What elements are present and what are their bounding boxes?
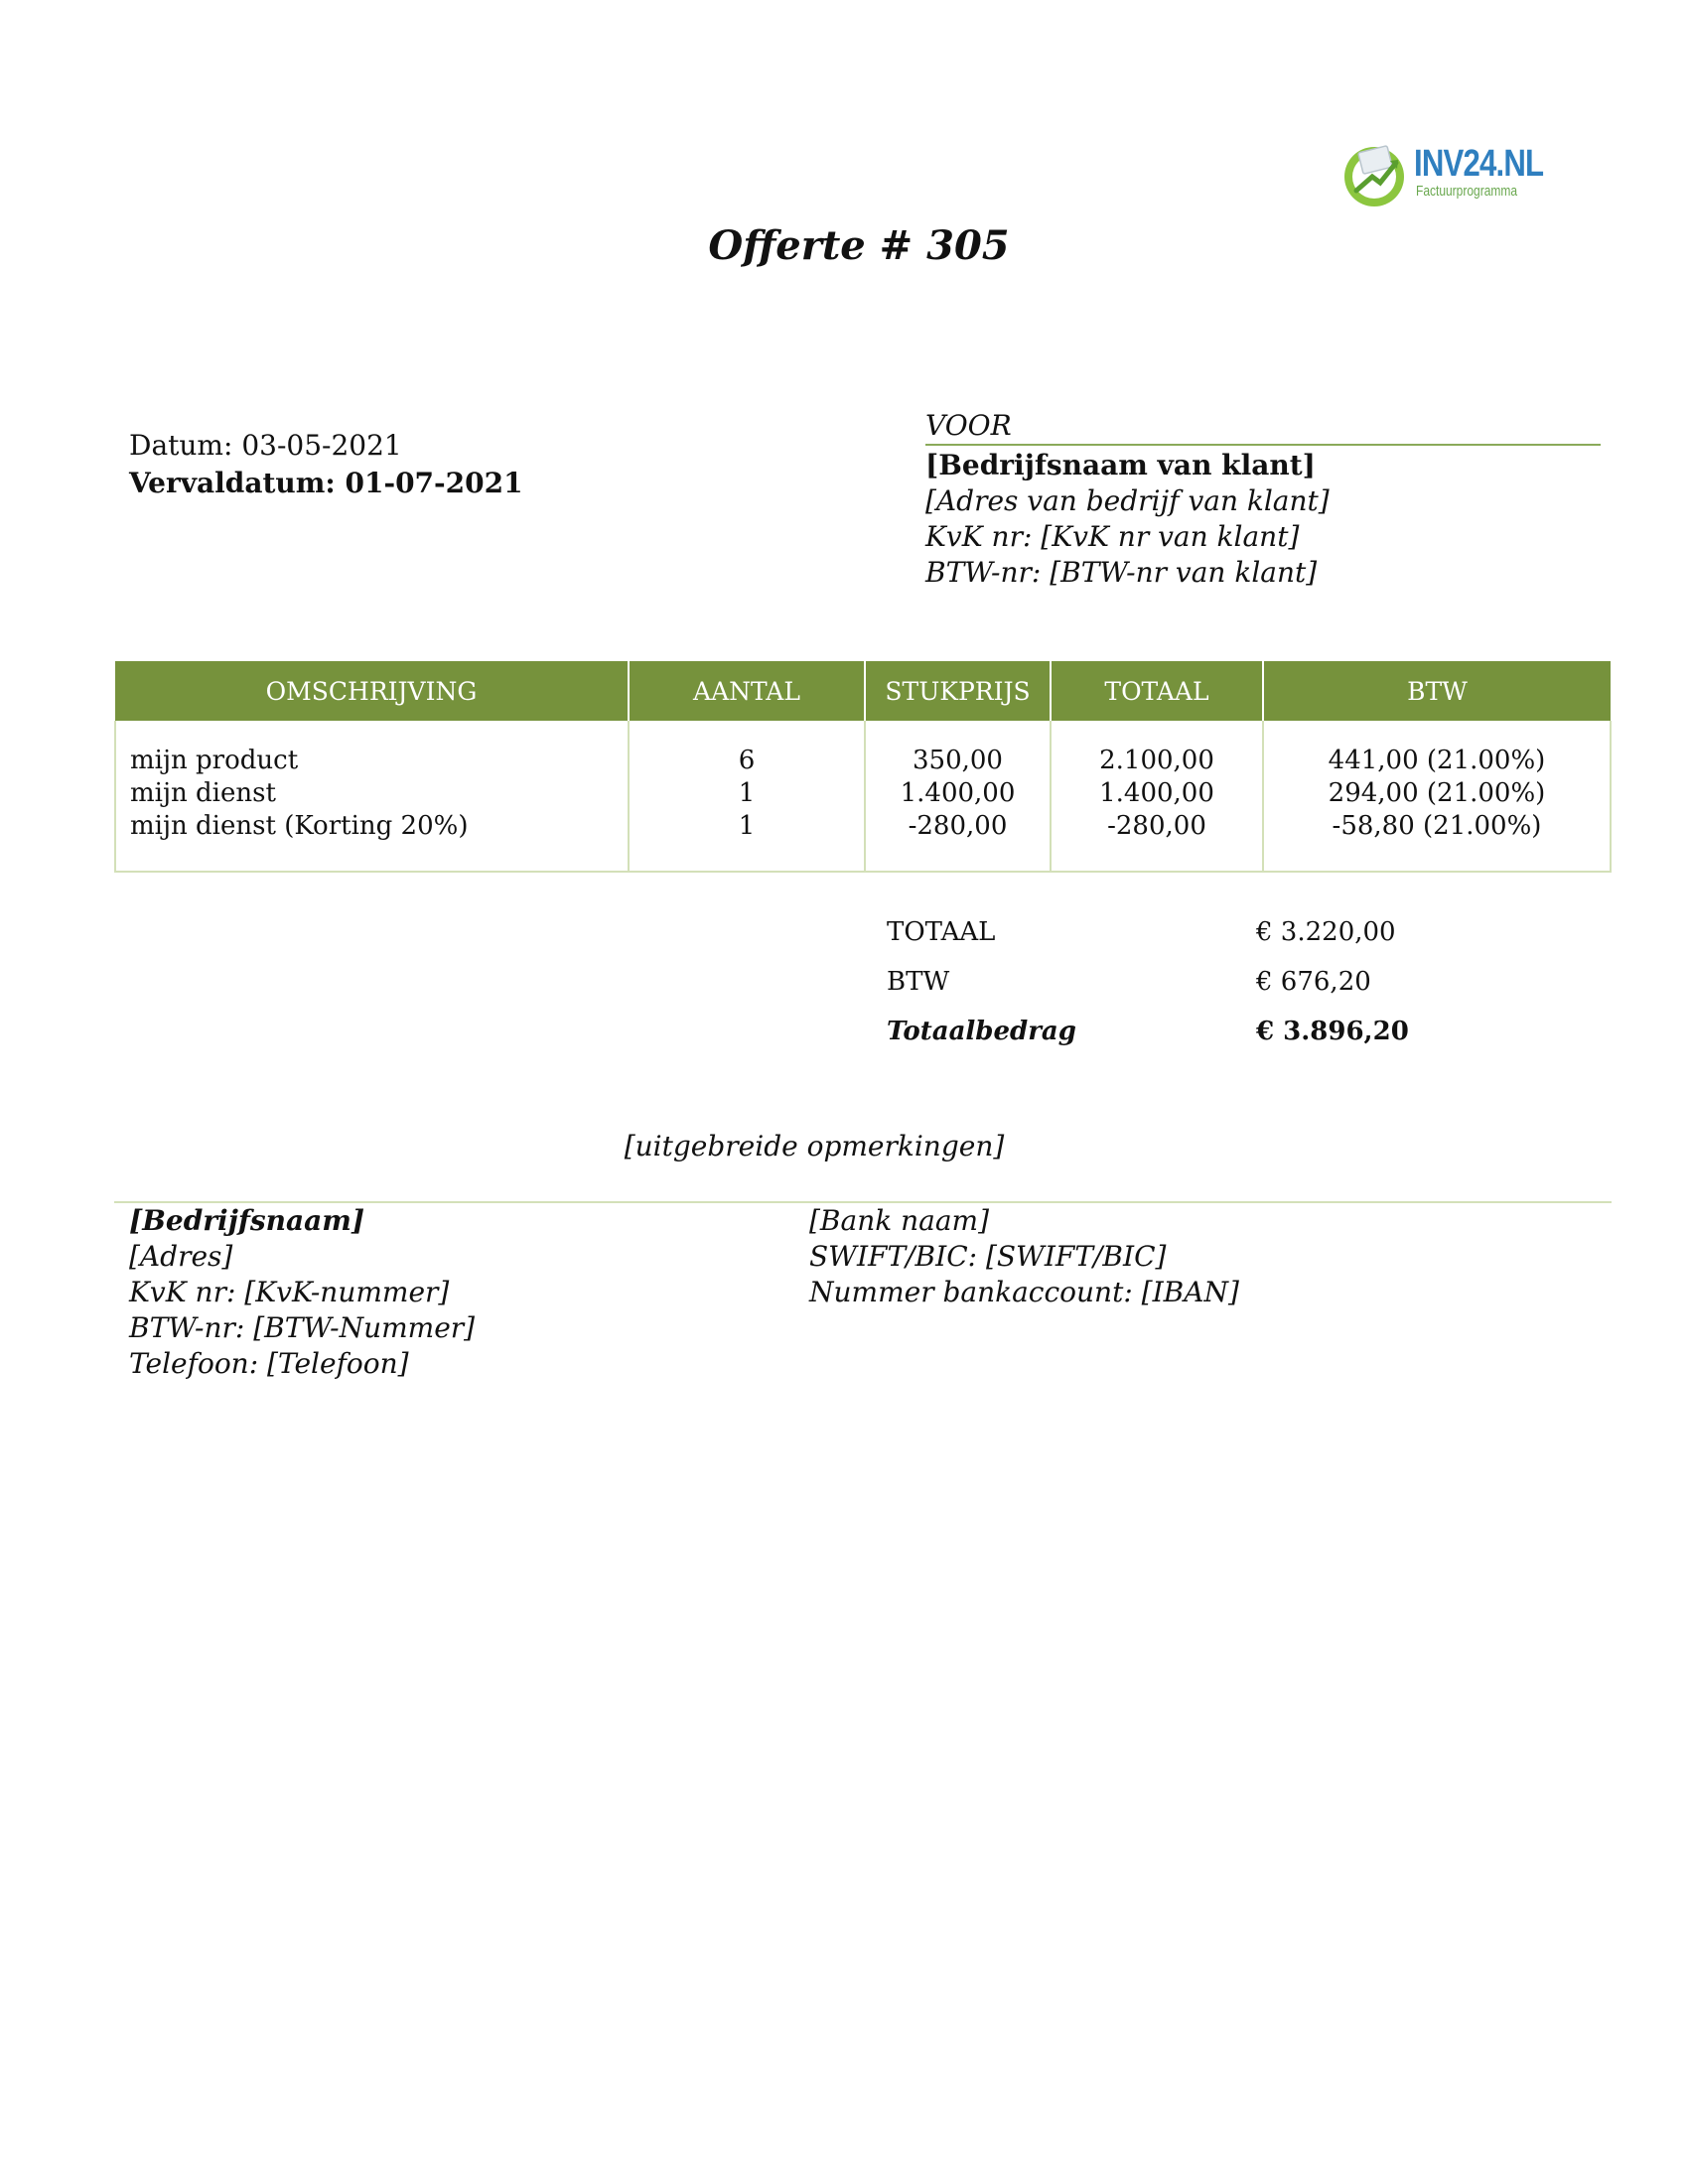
vat-value: € 676,20 — [1256, 967, 1371, 997]
client-block — [925, 409, 1601, 591]
vat-column — [1263, 721, 1611, 872]
client-name: [Bedrijfsnaam van klant] — [925, 449, 1316, 481]
logo — [1338, 137, 1544, 214]
company-address: [Adres] — [129, 1240, 233, 1273]
grand-total-label: Totaalbedrag — [887, 1017, 1076, 1046]
remarks: [uitgebreide opmerkingen] — [624, 1130, 1005, 1162]
bank-iban: Nummer bankaccount: [IBAN] — [809, 1276, 1239, 1308]
client-kvk: KvK nr: [KvK nr van klant] — [925, 520, 1300, 553]
logo-icon — [1338, 139, 1410, 210]
bank-block — [809, 1203, 1239, 1310]
row-total: -280,00 — [1107, 811, 1206, 841]
desc-column — [115, 721, 629, 872]
items-table — [114, 661, 1612, 873]
header-qty: AANTAL — [629, 661, 865, 721]
header-desc: OMSCHRIJVING — [115, 661, 629, 721]
row-vat: 441,00 (21.00%) — [1328, 746, 1546, 775]
company-name: [Bedrijfsnaam] — [129, 1204, 365, 1237]
header-total: TOTAAL — [1051, 661, 1263, 721]
row-total: 2.100,00 — [1099, 746, 1214, 775]
row-desc: mijn product — [130, 746, 299, 775]
row-qty: 1 — [738, 778, 756, 808]
client-address: [Adres van bedrijf van klant] — [925, 484, 1330, 517]
price-column — [865, 721, 1051, 872]
table-header-row — [115, 661, 1611, 721]
header-price: STUKPRIJS — [865, 661, 1051, 721]
company-kvk: KvK nr: [KvK-nummer] — [129, 1276, 450, 1308]
row-qty: 1 — [738, 811, 756, 841]
date-block — [129, 427, 523, 502]
bank-swift: SWIFT/BIC: [SWIFT/BIC] — [809, 1240, 1167, 1273]
vat-row — [887, 967, 1482, 1017]
header-vat: BTW — [1263, 661, 1611, 721]
company-phone: Telefoon: [Telefoon] — [129, 1347, 409, 1380]
company-btw: BTW-nr: [BTW-Nummer] — [129, 1311, 476, 1344]
row-total: 1.400,00 — [1099, 778, 1214, 808]
row-vat: 294,00 (21.00%) — [1328, 778, 1546, 808]
row-desc: mijn dienst — [130, 778, 276, 808]
due-date: Vervaldatum: 01-07-2021 — [129, 467, 523, 499]
subtotal-value: € 3.220,00 — [1256, 917, 1396, 947]
date: Datum: 03-05-2021 — [129, 429, 402, 462]
vat-label: BTW — [887, 967, 950, 997]
row-qty: 6 — [738, 746, 756, 775]
grand-total-row — [887, 1017, 1482, 1066]
subtotal-label: TOTAAL — [887, 917, 996, 947]
totals-block — [887, 917, 1482, 1066]
bank-name: [Bank naam] — [809, 1204, 989, 1237]
row-desc: mijn dienst (Korting 20%) — [130, 811, 469, 841]
document-title: Offerte # 305 — [708, 222, 1010, 269]
client-label: VOOR — [925, 409, 1601, 446]
total-column — [1051, 721, 1263, 872]
table-body-row — [115, 721, 1611, 872]
subtotal-row — [887, 917, 1482, 967]
qty-column — [629, 721, 865, 872]
row-price: 350,00 — [913, 746, 1003, 775]
row-price: 1.400,00 — [900, 778, 1016, 808]
grand-total-value: € 3.896,20 — [1256, 1017, 1409, 1046]
row-price: -280,00 — [908, 811, 1008, 841]
row-vat: -58,80 (21.00%) — [1332, 811, 1542, 841]
company-block — [129, 1203, 475, 1382]
client-btw: BTW-nr: [BTW-nr van klant] — [925, 556, 1318, 589]
logo-tagline: Factuurprogramma — [1416, 183, 1518, 200]
logo-name: INV24.NL — [1414, 143, 1544, 185]
